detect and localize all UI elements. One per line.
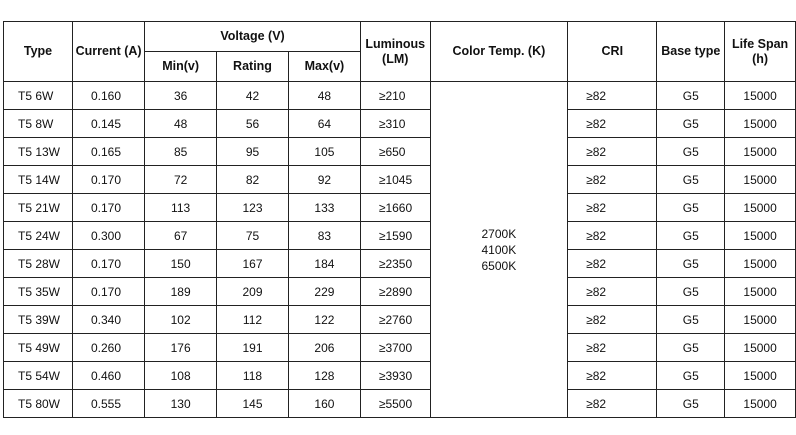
table-row: [4, 306, 796, 334]
header-voltage-min: Min(v): [145, 52, 217, 82]
header-voltage-rating: Rating: [217, 52, 289, 82]
cell-color-temp: [430, 82, 568, 418]
table-row: [4, 278, 796, 306]
cell-max: 229: [288, 278, 360, 306]
cell-max: 64: [288, 110, 360, 138]
cell-life: 15000: [725, 138, 796, 166]
cell-life: 15000: [725, 362, 796, 390]
cell-lm: ≥3700: [360, 334, 430, 362]
cell-current: 0.300: [73, 222, 145, 250]
header-cri: CRI: [568, 22, 657, 82]
cell-base: G5: [657, 390, 725, 418]
header-voltage-max: Max(v): [288, 52, 360, 82]
cell-cri: ≥82: [568, 306, 657, 334]
cell-cri: ≥82: [568, 334, 657, 362]
cell-base: G5: [657, 138, 725, 166]
cell-min: 67: [145, 222, 217, 250]
cell-base: G5: [657, 250, 725, 278]
table-row: [4, 110, 796, 138]
table-body: [4, 82, 796, 418]
table-row: [4, 222, 796, 250]
cell-min: 130: [145, 390, 217, 418]
cell-life: 15000: [725, 250, 796, 278]
cell-rating: 167: [217, 250, 289, 278]
cell-rating: 42: [217, 82, 289, 110]
table-row: [4, 194, 796, 222]
cell-rating: 191: [217, 334, 289, 362]
cell-lm: ≥1660: [360, 194, 430, 222]
cell-min: 150: [145, 250, 217, 278]
cell-max: 105: [288, 138, 360, 166]
color-temp-value: 6500K: [481, 258, 517, 273]
cell-type: T5 39W: [4, 306, 73, 334]
cell-max: 128: [288, 362, 360, 390]
cell-current: 0.555: [73, 390, 145, 418]
table-row: [4, 166, 796, 194]
cell-base: G5: [657, 222, 725, 250]
cell-type: T5 28W: [4, 250, 73, 278]
cell-life: 15000: [725, 334, 796, 362]
cell-rating: 56: [217, 110, 289, 138]
cell-lm: ≥650: [360, 138, 430, 166]
header-current: Current (A): [73, 22, 145, 82]
header-voltage: Voltage (V): [145, 22, 361, 52]
header-base-type: Base type: [657, 22, 725, 82]
cell-max: 206: [288, 334, 360, 362]
cell-min: 85: [145, 138, 217, 166]
cell-type: T5 49W: [4, 334, 73, 362]
cell-type: T5 24W: [4, 222, 73, 250]
cell-type: T5 54W: [4, 362, 73, 390]
cell-current: 0.170: [73, 278, 145, 306]
cell-current: 0.170: [73, 194, 145, 222]
cell-life: 15000: [725, 110, 796, 138]
table-row: [4, 82, 796, 110]
cell-base: G5: [657, 334, 725, 362]
cell-cri: ≥82: [568, 110, 657, 138]
cell-type: T5 14W: [4, 166, 73, 194]
cell-max: 184: [288, 250, 360, 278]
cell-current: 0.260: [73, 334, 145, 362]
table-row: [4, 390, 796, 418]
cell-min: 36: [145, 82, 217, 110]
cell-cri: ≥82: [568, 222, 657, 250]
cell-cri: ≥82: [568, 166, 657, 194]
cell-lm: ≥310: [360, 110, 430, 138]
cell-type: T5 35W: [4, 278, 73, 306]
cell-current: 0.165: [73, 138, 145, 166]
cell-min: 48: [145, 110, 217, 138]
table-row: [4, 362, 796, 390]
cell-cri: ≥82: [568, 390, 657, 418]
cell-current: 0.460: [73, 362, 145, 390]
cell-base: G5: [657, 194, 725, 222]
cell-max: 83: [288, 222, 360, 250]
cell-max: 133: [288, 194, 360, 222]
header-color-temp: Color Temp. (K): [430, 22, 568, 82]
cell-base: G5: [657, 362, 725, 390]
cell-min: 113: [145, 194, 217, 222]
cell-cri: ≥82: [568, 250, 657, 278]
cell-life: 15000: [725, 166, 796, 194]
cell-max: 48: [288, 82, 360, 110]
cell-min: 189: [145, 278, 217, 306]
cell-base: G5: [657, 278, 725, 306]
cell-life: 15000: [725, 194, 796, 222]
cell-lm: ≥2760: [360, 306, 430, 334]
cell-base: G5: [657, 82, 725, 110]
cell-life: 15000: [725, 306, 796, 334]
cell-life: 15000: [725, 222, 796, 250]
cell-rating: 112: [217, 306, 289, 334]
cell-lm: ≥1590: [360, 222, 430, 250]
spec-table: [3, 21, 796, 418]
cell-type: T5 8W: [4, 110, 73, 138]
cell-cri: ≥82: [568, 82, 657, 110]
cell-cri: ≥82: [568, 194, 657, 222]
cell-max: 160: [288, 390, 360, 418]
cell-lm: ≥1045: [360, 166, 430, 194]
cell-max: 122: [288, 306, 360, 334]
cell-min: 176: [145, 334, 217, 362]
cell-lm: ≥5500: [360, 390, 430, 418]
cell-cri: ≥82: [568, 138, 657, 166]
cell-type: T5 13W: [4, 138, 73, 166]
cell-type: T5 21W: [4, 194, 73, 222]
cell-lm: ≥3930: [360, 362, 430, 390]
cell-type: T5 6W: [4, 82, 73, 110]
cell-lm: ≥2890: [360, 278, 430, 306]
cell-lm: ≥210: [360, 82, 430, 110]
cell-min: 108: [145, 362, 217, 390]
cell-type: T5 80W: [4, 390, 73, 418]
cell-life: 15000: [725, 82, 796, 110]
cell-rating: 95: [217, 138, 289, 166]
table-row: [4, 250, 796, 278]
header-life-span: Life Span (h): [725, 22, 796, 82]
cell-life: 15000: [725, 390, 796, 418]
table-row: [4, 138, 796, 166]
color-temp-value: 2700K: [481, 226, 517, 241]
cell-cri: ≥82: [568, 362, 657, 390]
cell-cri: ≥82: [568, 278, 657, 306]
cell-lm: ≥2350: [360, 250, 430, 278]
cell-rating: 145: [217, 390, 289, 418]
cell-rating: 209: [217, 278, 289, 306]
cell-current: 0.170: [73, 166, 145, 194]
cell-current: 0.160: [73, 82, 145, 110]
cell-rating: 118: [217, 362, 289, 390]
header-luminous: Luminous (LM): [360, 22, 430, 82]
cell-base: G5: [657, 166, 725, 194]
cell-life: 15000: [725, 278, 796, 306]
cell-base: G5: [657, 306, 725, 334]
cell-min: 102: [145, 306, 217, 334]
color-temp-value: 4100K: [481, 242, 517, 257]
cell-rating: 82: [217, 166, 289, 194]
header-type: Type: [4, 22, 73, 82]
cell-current: 0.145: [73, 110, 145, 138]
cell-rating: 123: [217, 194, 289, 222]
cell-max: 92: [288, 166, 360, 194]
cell-rating: 75: [217, 222, 289, 250]
cell-base: G5: [657, 110, 725, 138]
cell-current: 0.170: [73, 250, 145, 278]
cell-current: 0.340: [73, 306, 145, 334]
table-row: [4, 334, 796, 362]
cell-min: 72: [145, 166, 217, 194]
